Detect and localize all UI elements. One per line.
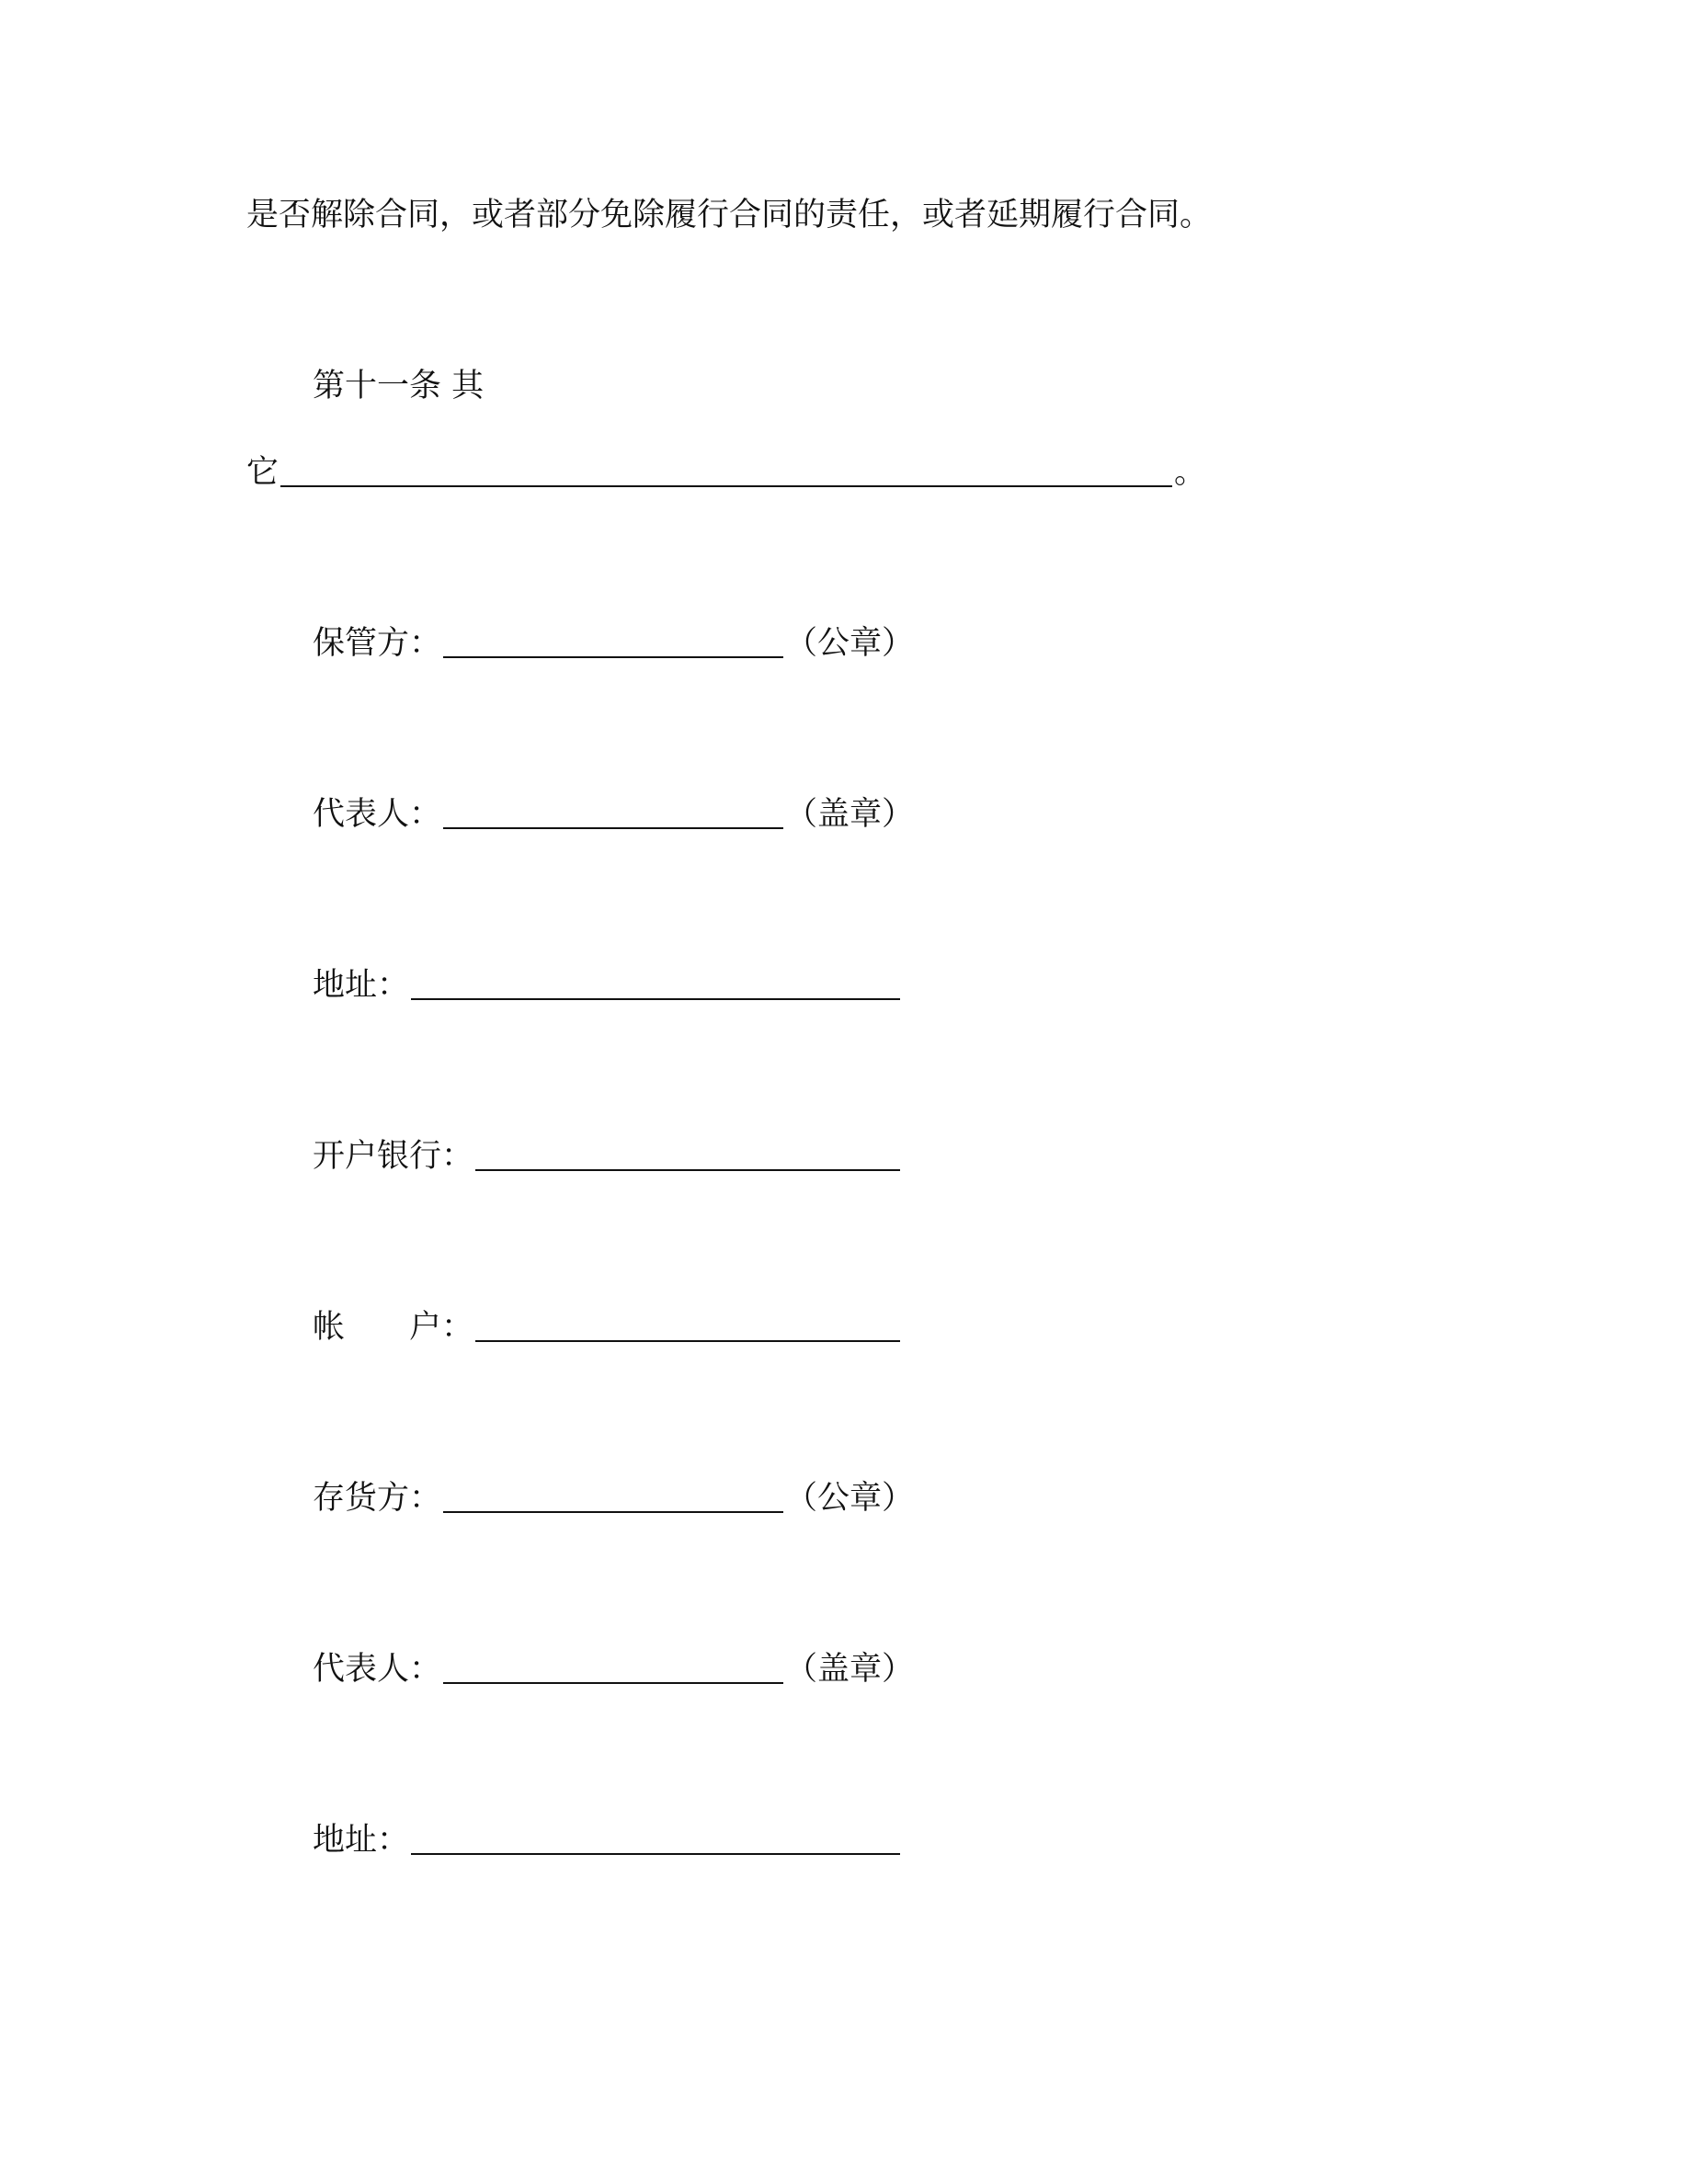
depositor-line (313, 1478, 914, 1519)
depositor-rep-line (313, 1649, 914, 1689)
custodian-label: 保管方： (313, 625, 442, 662)
custodian-line (313, 623, 914, 664)
other-blank-field[interactable] (280, 458, 1172, 487)
depositor-address-label: 地址： (313, 1822, 410, 1859)
custodian-blank-field[interactable] (443, 629, 783, 658)
paragraph-text: 是否解除合同，或者部分免除履行合同的责任，或者延期履行合同。 (246, 197, 1213, 233)
paragraph-end (246, 195, 1212, 235)
custodian-address-blank-field[interactable] (411, 971, 900, 1000)
custodian-rep-blank-field[interactable] (443, 800, 783, 829)
depositor-blank-field[interactable] (443, 1484, 783, 1513)
account-line (313, 1307, 902, 1348)
depositor-seal: （公章） (785, 1480, 915, 1517)
bank-label: 开户银行： (313, 1138, 474, 1175)
bank-blank-field[interactable] (475, 1142, 900, 1171)
article-11-heading (313, 366, 484, 406)
custodian-address-line (313, 965, 902, 1006)
depositor-rep-blank-field[interactable] (443, 1655, 783, 1684)
depositor-label: 存货方： (313, 1480, 442, 1517)
custodian-rep-label: 代表人： (313, 796, 442, 833)
other-suffix: 。 (1174, 454, 1207, 491)
bank-line (313, 1136, 902, 1177)
depositor-rep-seal: （盖章） (785, 1651, 915, 1688)
article-heading-text: 第十一条 其 (313, 368, 485, 404)
account-blank-field[interactable] (475, 1313, 900, 1342)
custodian-rep-line (313, 794, 914, 835)
custodian-address-label: 地址： (313, 967, 410, 1004)
custodian-seal: （公章） (785, 625, 915, 662)
depositor-rep-label: 代表人： (313, 1651, 442, 1688)
custodian-rep-seal: （盖章） (785, 796, 915, 833)
other-prefix: 它 (246, 454, 279, 491)
depositor-address-blank-field[interactable] (411, 1826, 900, 1855)
article-11-other-line (246, 452, 1206, 493)
account-label-part2: 户： (409, 1309, 474, 1346)
account-label-part1: 帐 (313, 1309, 346, 1346)
depositor-address-line (313, 1820, 902, 1860)
